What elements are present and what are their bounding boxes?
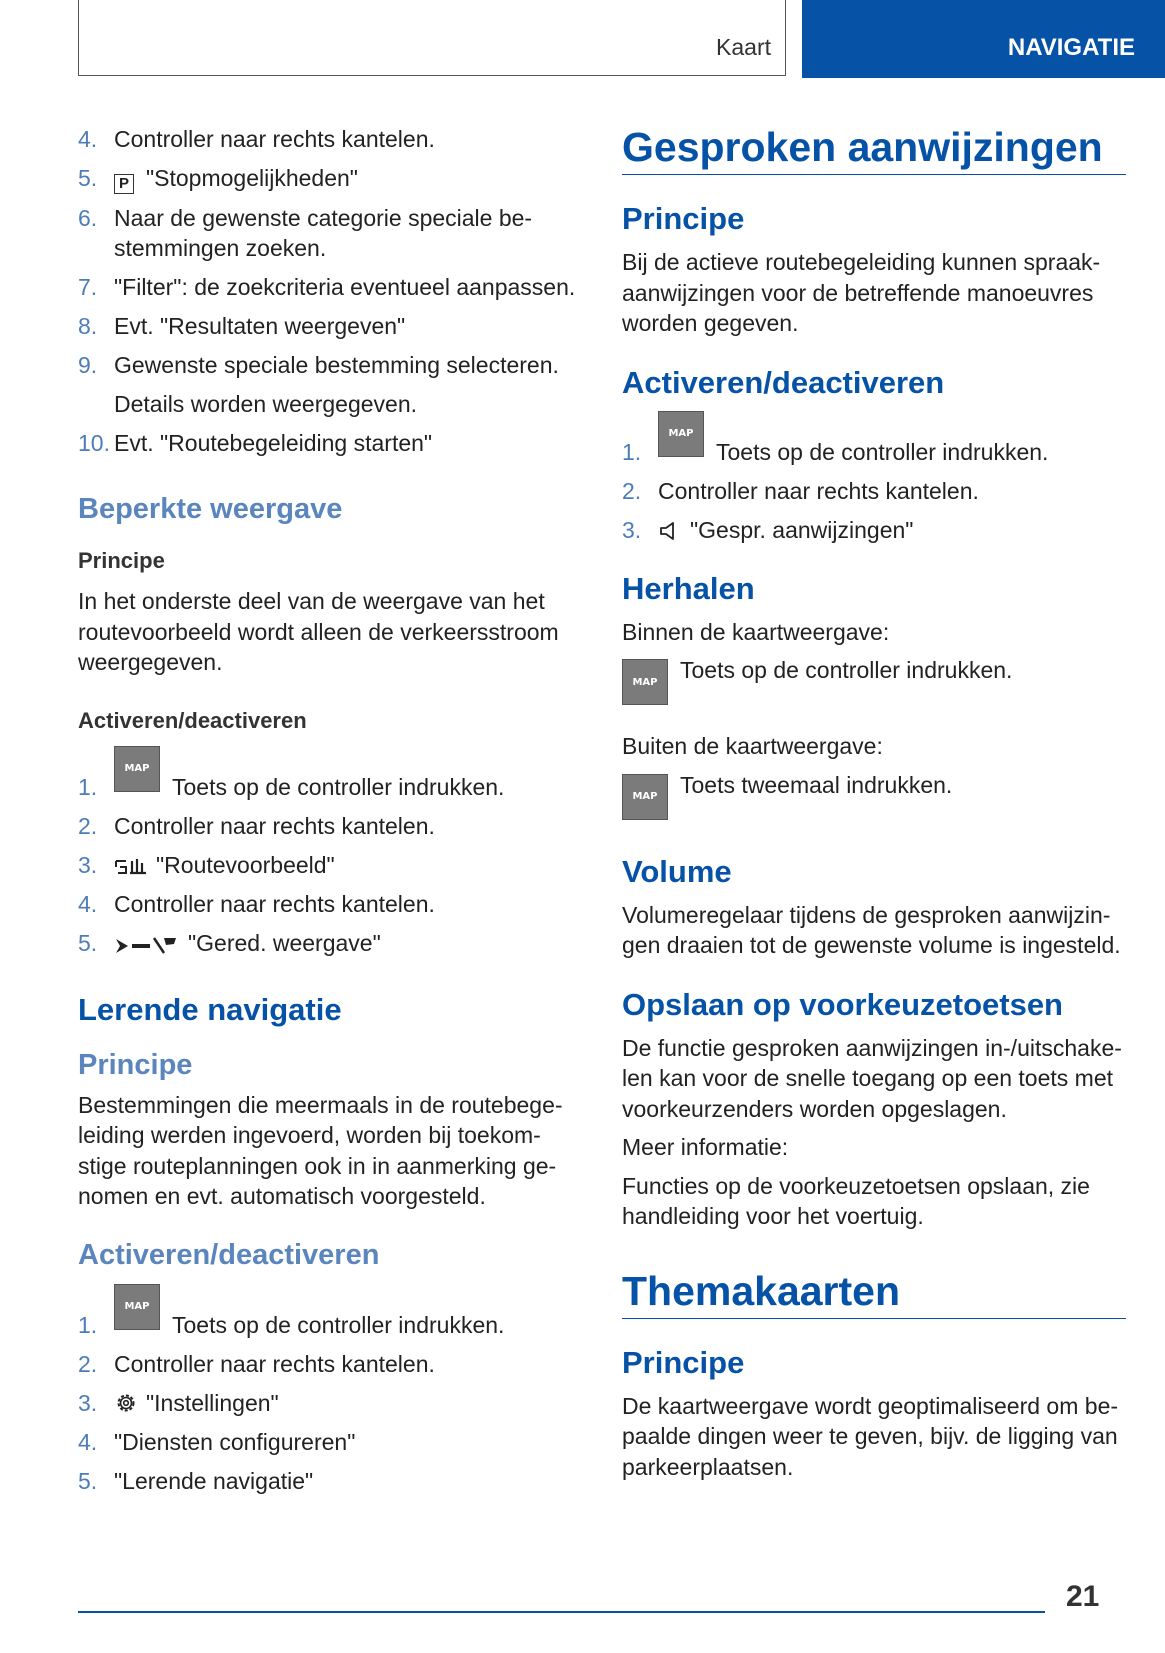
- step-number: 8.: [78, 313, 98, 339]
- footer-rule: [78, 1611, 1045, 1613]
- paragraph: Meer informatie:: [622, 1134, 789, 1160]
- subsection-heading: Activeren/deactiveren: [78, 1238, 380, 1271]
- step-number: 4.: [78, 890, 98, 917]
- step-text: "Gespr. aanwijzingen": [690, 516, 914, 543]
- step-number: 2.: [78, 812, 98, 839]
- section-heading: Opslaan op voorkeuzetoetsen: [622, 986, 1063, 1022]
- list-item: [622, 515, 1126, 545]
- paragraph: Bestemmingen die meermaals in de routebege-leiding werden ingevoerd, worden bij toekom-stige routeplanningen ook in in aanmerking ge-nomen en evt. automatisch voorgesteld.: [78, 1091, 563, 1209]
- parking-icon: P: [114, 174, 134, 194]
- step-text: Controller naar rechts kantelen.: [114, 1350, 435, 1377]
- map-key-icon: MAP: [114, 1284, 160, 1330]
- list-item: [78, 889, 583, 919]
- paragraph: Volumeregelaar tijdens de gesproken aanwijzin-gen draaien tot de gewenste volume is ingesteld.: [622, 901, 1121, 958]
- paragraph: Buiten de kaartweergave:: [622, 733, 883, 759]
- step-number: 6.: [78, 205, 98, 231]
- header-box: [78, 0, 786, 76]
- step-number: 4.: [78, 126, 98, 152]
- subsection-heading: Principe: [78, 548, 165, 573]
- key-instruction-text: Toets op de controller indrukken.: [680, 657, 1013, 683]
- settings-gear-icon: [114, 1391, 138, 1415]
- list-item: [622, 476, 1126, 506]
- map-key-icon: MAP: [622, 659, 668, 705]
- subsection-heading: Activeren/deactiveren: [78, 707, 307, 733]
- header-chapter-label: NAVIGATIE: [1007, 34, 1135, 61]
- step-number: 3.: [622, 516, 642, 543]
- section-heading: Principe: [622, 1344, 745, 1380]
- step-text: Toets op de controller indrukken.: [172, 773, 505, 800]
- right-column: [622, 124, 1126, 1490]
- section-heading: Principe: [622, 201, 745, 236]
- page-number: 21: [1066, 1580, 1100, 1613]
- list-item: [78, 1349, 583, 1379]
- header-section-title: Kaart: [716, 34, 771, 60]
- subsection-heading: Principe: [78, 1048, 193, 1081]
- step-number: 5.: [78, 929, 98, 956]
- key-instruction: [622, 655, 1126, 713]
- step-number: 3.: [78, 851, 98, 878]
- step-text: Naar de gewenste categorie speciale be-stemmingen zoeken.: [114, 205, 533, 261]
- list-item: [78, 1466, 583, 1496]
- step-text: Toets op de controller indrukken.: [716, 438, 1049, 465]
- step-number: 10.: [78, 430, 110, 456]
- list-item: [622, 411, 1126, 467]
- paragraph: In het onderste deel van de weergave van het routevoorbeeld wordt alleen de verkeersstroom weergegeven.: [78, 588, 559, 675]
- route-preview-icon: [114, 857, 148, 877]
- step-text: Evt. "Routebegeleiding starten": [114, 430, 433, 456]
- list-item: [78, 928, 583, 958]
- list-item: [78, 163, 583, 194]
- step-number: 5.: [78, 165, 98, 191]
- list-item: [78, 850, 583, 880]
- section-heading: Herhalen: [622, 570, 755, 606]
- step-number: 1.: [78, 773, 98, 800]
- step-text: Controller naar rechts kantelen.: [114, 126, 435, 152]
- step-text: Gewenste speciale bestemming selecteren.: [114, 352, 559, 378]
- chapter-heading: Themakaarten: [622, 1268, 1126, 1319]
- step-text: "Gered. weergave": [188, 929, 381, 956]
- section-heading: Volume: [622, 853, 732, 889]
- step-text: "Routevoorbeeld": [156, 851, 335, 878]
- reduced-view-icon: [114, 935, 180, 955]
- list-item: [78, 746, 583, 802]
- list-item: [78, 272, 583, 302]
- step-number: 1.: [78, 1311, 98, 1338]
- map-key-icon: MAP: [622, 774, 668, 820]
- step-number: 9.: [78, 352, 98, 378]
- section-heading: Activeren/deactiveren: [622, 364, 945, 400]
- section-heading: Beperkte weergave: [78, 493, 343, 525]
- step-number: 2.: [622, 477, 642, 504]
- step-number: 1.: [622, 438, 642, 465]
- list-item: [78, 811, 583, 841]
- list-item: [78, 124, 583, 154]
- step-text: Controller naar rechts kantelen.: [114, 890, 435, 917]
- header-chapter-tab: [802, 0, 1165, 78]
- list-item: [78, 428, 583, 458]
- paragraph: De kaartweergave wordt geoptimaliseerd om be-paalde dingen weer te geven, bijv. de ligging van parkeerplaatsen.: [622, 1392, 1119, 1480]
- map-key-icon: MAP: [114, 746, 160, 792]
- step-number: 4.: [78, 1428, 98, 1455]
- paragraph: Binnen de kaartweergave:: [622, 618, 890, 645]
- list-item: [78, 203, 583, 263]
- chapter-heading: Gesproken aanwijzingen: [622, 124, 1126, 175]
- step-text: "Instellingen": [146, 1389, 279, 1416]
- speaker-icon: [658, 520, 682, 542]
- step-text: "Filter": de zoekcriteria eventueel aanpassen.: [114, 274, 576, 300]
- step-text: "Lerende navigatie": [114, 1467, 314, 1494]
- paragraph: De functie gesproken aanwijzingen in-/uitschake-len kan voor de snelle toegang op een toets met voorkeurzenders worden opgeslagen.: [622, 1034, 1122, 1122]
- map-key-icon: MAP: [658, 411, 704, 457]
- step-text: Controller naar rechts kantelen.: [658, 477, 979, 504]
- paragraph: Functies op de voorkeuzetoetsen opslaan, zie handleiding voor het voertuig.: [622, 1172, 1090, 1229]
- section-heading: Lerende navigatie: [78, 991, 342, 1027]
- step-text: Evt. "Resultaten weergeven": [114, 313, 406, 339]
- step-number: 3.: [78, 1389, 98, 1416]
- list-item: [78, 311, 583, 341]
- list-item: [78, 1388, 583, 1418]
- step-number: 7.: [78, 274, 98, 300]
- step-text: Controller naar rechts kantelen.: [114, 812, 435, 839]
- list-item: [78, 1284, 583, 1340]
- key-instruction-text: Toets tweemaal indrukken.: [680, 771, 953, 798]
- step-number: 2.: [78, 1350, 98, 1377]
- step-number: 5.: [78, 1467, 98, 1494]
- paragraph: Bij de actieve routebegeleiding kunnen spraak-aanwijzingen voor de betreffende manoeuvres worden gegeven.: [622, 249, 1101, 336]
- key-instruction: [622, 770, 1126, 828]
- list-item: [78, 1427, 583, 1457]
- step-text: Toets op de controller indrukken.: [172, 1311, 505, 1338]
- step-continuation: Details worden weergegeven.: [114, 391, 418, 417]
- list-item: [78, 350, 583, 380]
- left-column: [78, 124, 583, 1505]
- step-text: "Stopmogelijkheden": [146, 165, 358, 191]
- step-text: "Diensten configureren": [114, 1428, 356, 1455]
